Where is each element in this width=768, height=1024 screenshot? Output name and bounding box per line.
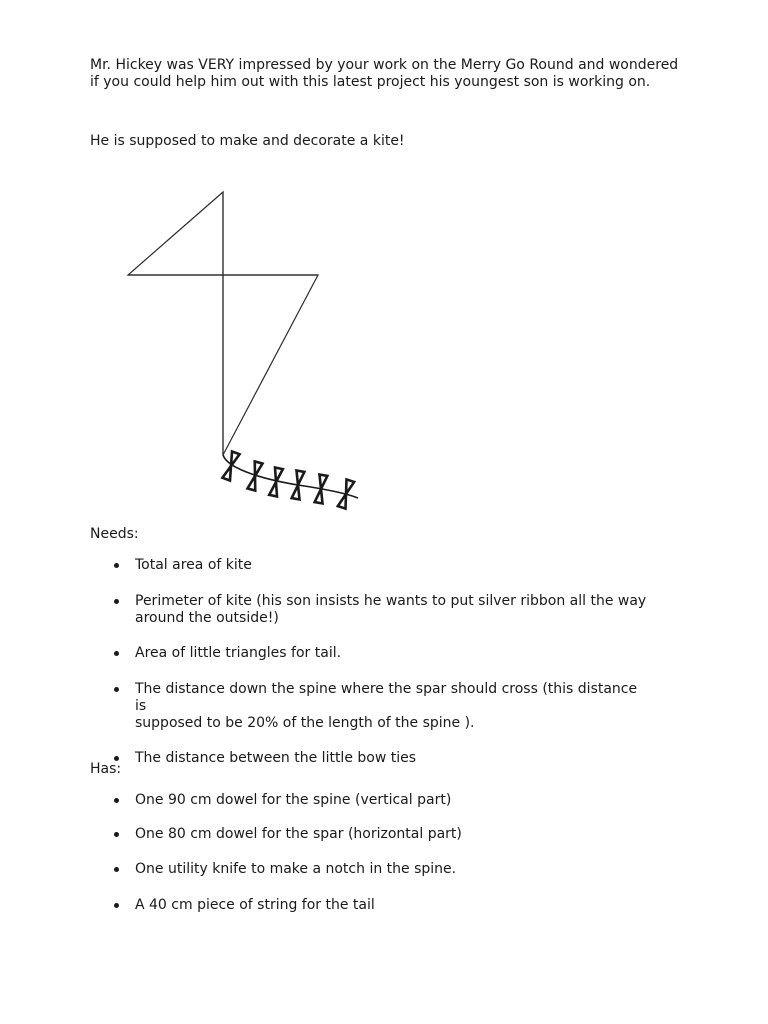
lead-sentence: He is supposed to make and decorate a kite! (90, 133, 405, 149)
bow-tie (222, 451, 239, 480)
list-item-text: One utility knife to make a notch in the spine. (135, 861, 457, 877)
list-item-text: around the outside!) (135, 610, 279, 626)
intro-paragraph (90, 57, 690, 91)
list-item (90, 557, 650, 574)
has-list (90, 792, 650, 914)
needs-heading: Needs: (90, 526, 139, 542)
intro-line: Mr. Hickey was VERY impressed by your work on the Merry Go Round and wondered (90, 57, 679, 73)
needs-list (90, 557, 650, 767)
kite-tail (222, 451, 358, 508)
intro-line: if you could help him out with this latest project his youngest son is working on. (90, 74, 651, 90)
list-item (90, 792, 650, 809)
list-item-text: One 90 cm dowel for the spine (vertical part) (135, 792, 452, 808)
list-item (90, 750, 650, 767)
list-item-text: A 40 cm piece of string for the tail (135, 897, 375, 913)
has-heading: Has: (90, 761, 122, 777)
list-item (90, 681, 650, 732)
bow-tie (338, 479, 354, 508)
list-item (90, 826, 650, 843)
list-item-text: supposed to be 20% of the length of the spine ). (135, 715, 475, 731)
list-item-text: Area of little triangles for tail. (135, 645, 342, 661)
list-item-text: The distance between the little bow ties (135, 750, 417, 766)
tail-string (223, 455, 358, 498)
list-item-text: Perimeter of kite (his son insists he wants to put silver ribbon all the way (135, 593, 647, 609)
list-item-text: Total area of kite (135, 557, 252, 573)
list-item (90, 897, 650, 914)
list-item-text: The distance down the spine where the spar should cross (this distance is (135, 681, 638, 714)
list-item (90, 593, 650, 627)
list-item-text: One 80 cm dowel for the spar (horizontal part) (135, 826, 462, 842)
list-item (90, 861, 650, 878)
list-item (90, 645, 650, 662)
kite-diagram (118, 180, 378, 525)
